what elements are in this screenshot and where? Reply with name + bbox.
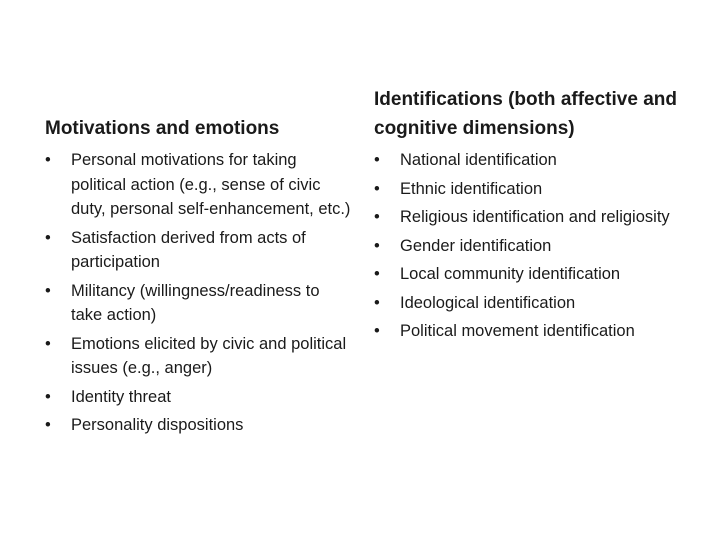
bullet-icon: • (374, 179, 380, 198)
bullet-icon: • (374, 322, 380, 340)
bullet-icon: • (374, 236, 380, 255)
list-item (374, 234, 714, 259)
right-column-heading: Identifications (both affective and cognitive dimensions) (374, 89, 677, 139)
list-item-text: Emotions elicited by civic and political issues (e.g., anger) (71, 334, 347, 377)
list-item-text: Satisfaction derived from acts of participation (71, 228, 306, 271)
list-item (374, 177, 714, 202)
bullet-icon: • (45, 281, 51, 300)
list-item (45, 279, 355, 328)
list-item-text: Personality dispositions (71, 416, 244, 434)
list-item (374, 262, 714, 287)
left-column-heading: Motivations and emotions (45, 118, 280, 139)
list-item (45, 413, 355, 438)
list-item-text: National identification (400, 151, 557, 169)
right-bullet-list (374, 148, 714, 348)
list-item (374, 148, 714, 173)
list-item-text: Religious identification and religiosity (400, 208, 670, 226)
bullet-icon: • (45, 416, 51, 434)
list-item-text: Political movement identification (400, 322, 635, 340)
list-item-text: Ideological identification (400, 293, 576, 312)
list-item-text: Gender identification (400, 236, 552, 255)
list-item (374, 319, 714, 344)
list-item-text: Ethnic identification (400, 179, 543, 198)
list-item-text: Militancy (willingness/readiness to take action) (71, 281, 320, 324)
list-item-text: Local community identification (400, 265, 621, 283)
bullet-icon: • (374, 151, 380, 169)
list-item (374, 291, 714, 316)
bullet-icon: • (45, 334, 51, 353)
list-item-text: Identity threat (71, 387, 171, 406)
left-bullet-list (45, 148, 355, 442)
list-item (374, 205, 714, 230)
bullet-icon: • (45, 387, 51, 406)
bullet-icon: • (45, 228, 51, 247)
list-item (45, 332, 355, 381)
list-item (45, 226, 355, 275)
list-item (45, 148, 355, 222)
list-item-text: Personal motivations for taking political action (e.g., sense of civic duty, personal self-enhancement, etc.) (71, 151, 351, 218)
bullet-icon: • (45, 151, 51, 169)
bullet-icon: • (374, 265, 380, 283)
bullet-icon: • (374, 208, 380, 226)
list-item (45, 385, 355, 410)
bullet-icon: • (374, 293, 380, 312)
